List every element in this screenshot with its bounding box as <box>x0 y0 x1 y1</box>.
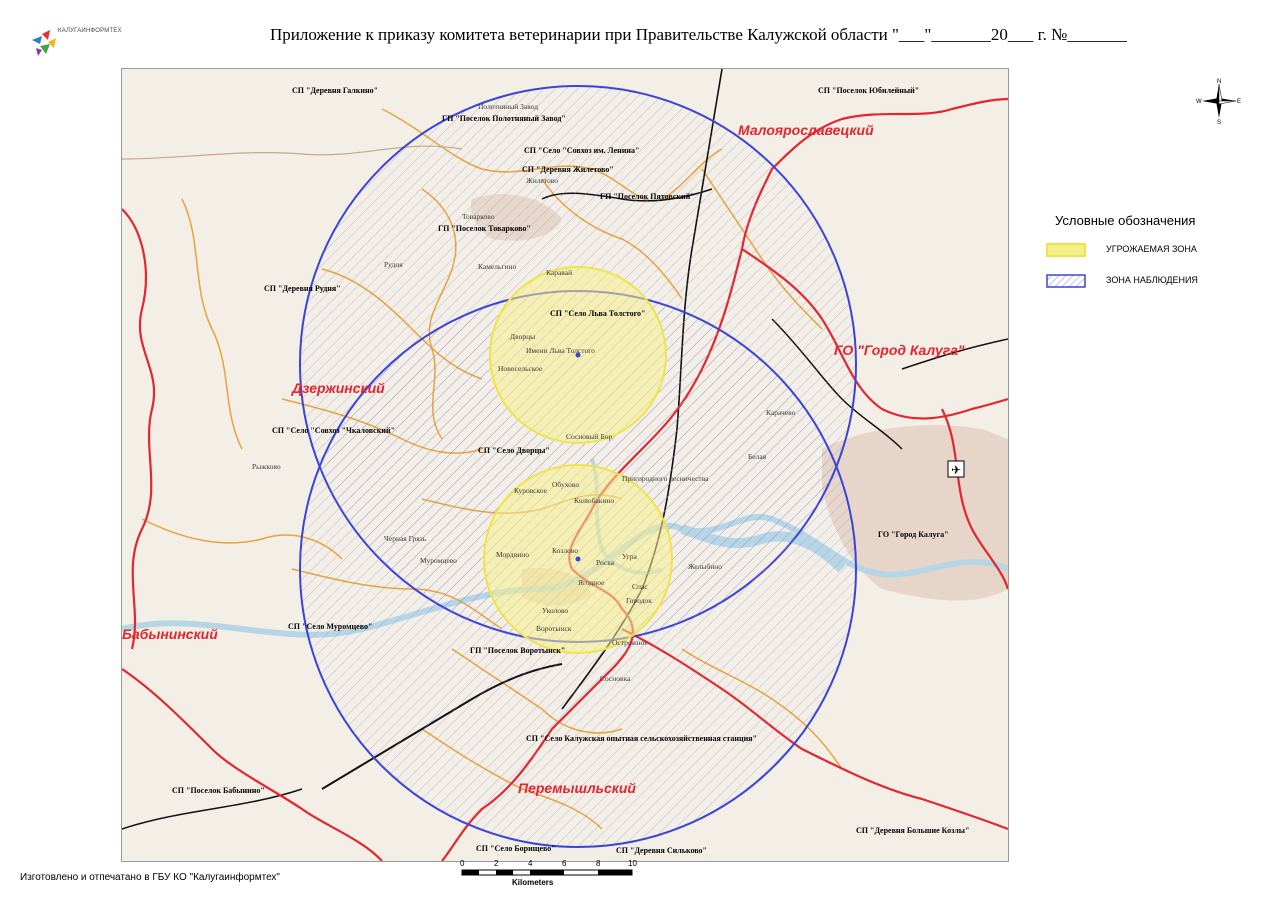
settlement-label: СП "Деревня Галкино" <box>292 86 379 95</box>
footer-credit: Изготовлено и отпечатано в ГБУ КО "Калугаинформтех" <box>20 872 280 883</box>
district-label-maloyaroslavets: Малоярославецкий <box>738 122 874 138</box>
settlement-label: СП "Деревня Жилетово" <box>522 165 614 174</box>
place-label: Угра <box>622 552 637 561</box>
settlement-label: СП "Село "Совхоз "Чкаловский" <box>272 426 396 435</box>
compass-rose <box>1196 78 1242 124</box>
settlement-label: СП "Поселок Юбилейный" <box>818 86 920 95</box>
legend-item-threatened <box>1046 243 1246 259</box>
place-label: Уколово <box>542 606 569 615</box>
legend-swatch-yellow <box>1046 243 1086 257</box>
map-frame[interactable] <box>121 68 1009 862</box>
legend-label: УГРОЖАЕМАЯ ЗОНА <box>1106 244 1197 254</box>
place-label: Дворцы <box>510 332 536 341</box>
place-label: Козлово <box>552 546 579 555</box>
place-label: Камельгино <box>478 262 517 271</box>
settlement-label: СП "Село Льва Толстого" <box>550 309 646 318</box>
place-label: Белая <box>748 452 767 461</box>
district-label-dzerzhinsky: Дзержинский <box>292 380 385 396</box>
place-label: Спас <box>632 582 648 591</box>
place-label: Имени Льва Толстого <box>526 346 595 355</box>
place-label: Росва <box>596 558 615 567</box>
scale-tick: 0 <box>460 859 465 868</box>
compass-e: E <box>1237 99 1242 105</box>
settlement-label: СП "Село Борищево" <box>476 844 556 853</box>
compass-n: N <box>1217 79 1222 85</box>
place-label: Сосновка <box>600 674 631 683</box>
scale-tick: 8 <box>596 859 601 868</box>
place-label: Острожное <box>612 638 648 647</box>
scale-unit: Kilometers <box>512 878 554 887</box>
settlement-label: СП "Село Калужская опытная сельскохозяйственная станция" <box>526 734 757 743</box>
map-canvas[interactable] <box>122 69 1008 861</box>
district-label-peremyshl: Перемышльский <box>518 780 636 796</box>
place-label: Куровское <box>514 486 547 495</box>
page-title: Приложение к приказу комитета ветеринарии при Правительстве Калужской области "___"_______20___ г. №_______ <box>270 25 1127 44</box>
place-label: Обухово <box>552 480 580 489</box>
settlement-label: СП "Село "Совхоз им. Ленина" <box>524 146 640 155</box>
place-label: Сосновый Бор <box>566 432 613 441</box>
scale-tick: 10 <box>628 859 637 868</box>
scale-bar-graphic <box>456 858 656 892</box>
place-label: Ягодное <box>578 578 605 587</box>
place-label: Желыбино <box>688 562 723 571</box>
settlement-label: ГП "Поселок Полотняный Завод" <box>442 114 566 123</box>
place-label: Полотняный Завод <box>478 102 539 111</box>
district-label-babyninsky: Бабынинский <box>122 626 218 642</box>
place-label: Рыжково <box>252 462 281 471</box>
compass-w: W <box>1196 99 1202 105</box>
settlement-label: СП "Село Муромцево" <box>288 622 373 631</box>
outbreak-point-south <box>576 557 581 562</box>
legend-title: Условные обозначения <box>1055 213 1196 228</box>
scale-tick: 2 <box>494 859 499 868</box>
scale-tick: 4 <box>528 859 533 868</box>
legend-item-observation <box>1046 274 1246 290</box>
airport-icon <box>948 461 964 477</box>
settlement-label: ГП "Поселок Пятовский" <box>600 192 695 201</box>
settlement-label: ГО "Город Калуга" <box>878 530 949 539</box>
place-label: Черная Грязь <box>384 534 427 543</box>
place-label: Воротынск <box>536 624 572 633</box>
settlement-label: ГП "Поселок Воротынск" <box>470 646 566 655</box>
place-label: Товарково <box>462 212 495 221</box>
svg-text:✈: ✈ <box>951 463 962 477</box>
scale-bar <box>456 858 656 892</box>
logo-text: КАЛУГАИНФОРМТЕХ <box>58 28 122 34</box>
place-label: Мордвино <box>496 550 530 559</box>
legend-swatch-hatched <box>1046 274 1086 288</box>
place-label: Колюбакино <box>574 496 615 505</box>
place-label: Карачево <box>766 408 796 417</box>
legend-label: ЗОНА НАБЛЮДЕНИЯ <box>1106 275 1198 285</box>
place-label: Пригородного лесничества <box>622 474 709 483</box>
district-label-kaluga: ГО "Город Калуга" <box>834 342 965 358</box>
settlement-label: СП "Поселок Бабынино" <box>172 786 265 795</box>
place-label: Новосельское <box>498 364 543 373</box>
settlement-label: СП "Деревня Рудня" <box>264 284 341 293</box>
settlement-label: ГП "Поселок Товарково" <box>438 224 531 233</box>
place-label: Городок <box>626 596 652 605</box>
place-label: Каравай <box>546 268 573 277</box>
compass-s: S <box>1217 120 1222 124</box>
place-label: Жилетово <box>526 176 558 185</box>
settlement-label: СП "Деревня Сильково" <box>616 846 707 855</box>
settlement-label: СП "Село Дворцы" <box>478 446 550 455</box>
colored-leaves-logo-icon <box>28 26 60 58</box>
settlement-label: СП "Деревня Большие Козлы" <box>856 826 970 835</box>
scale-tick: 6 <box>562 859 567 868</box>
place-label: Муромцево <box>420 556 457 565</box>
compass-icon <box>1196 78 1242 124</box>
place-label: Рудня <box>384 260 403 269</box>
